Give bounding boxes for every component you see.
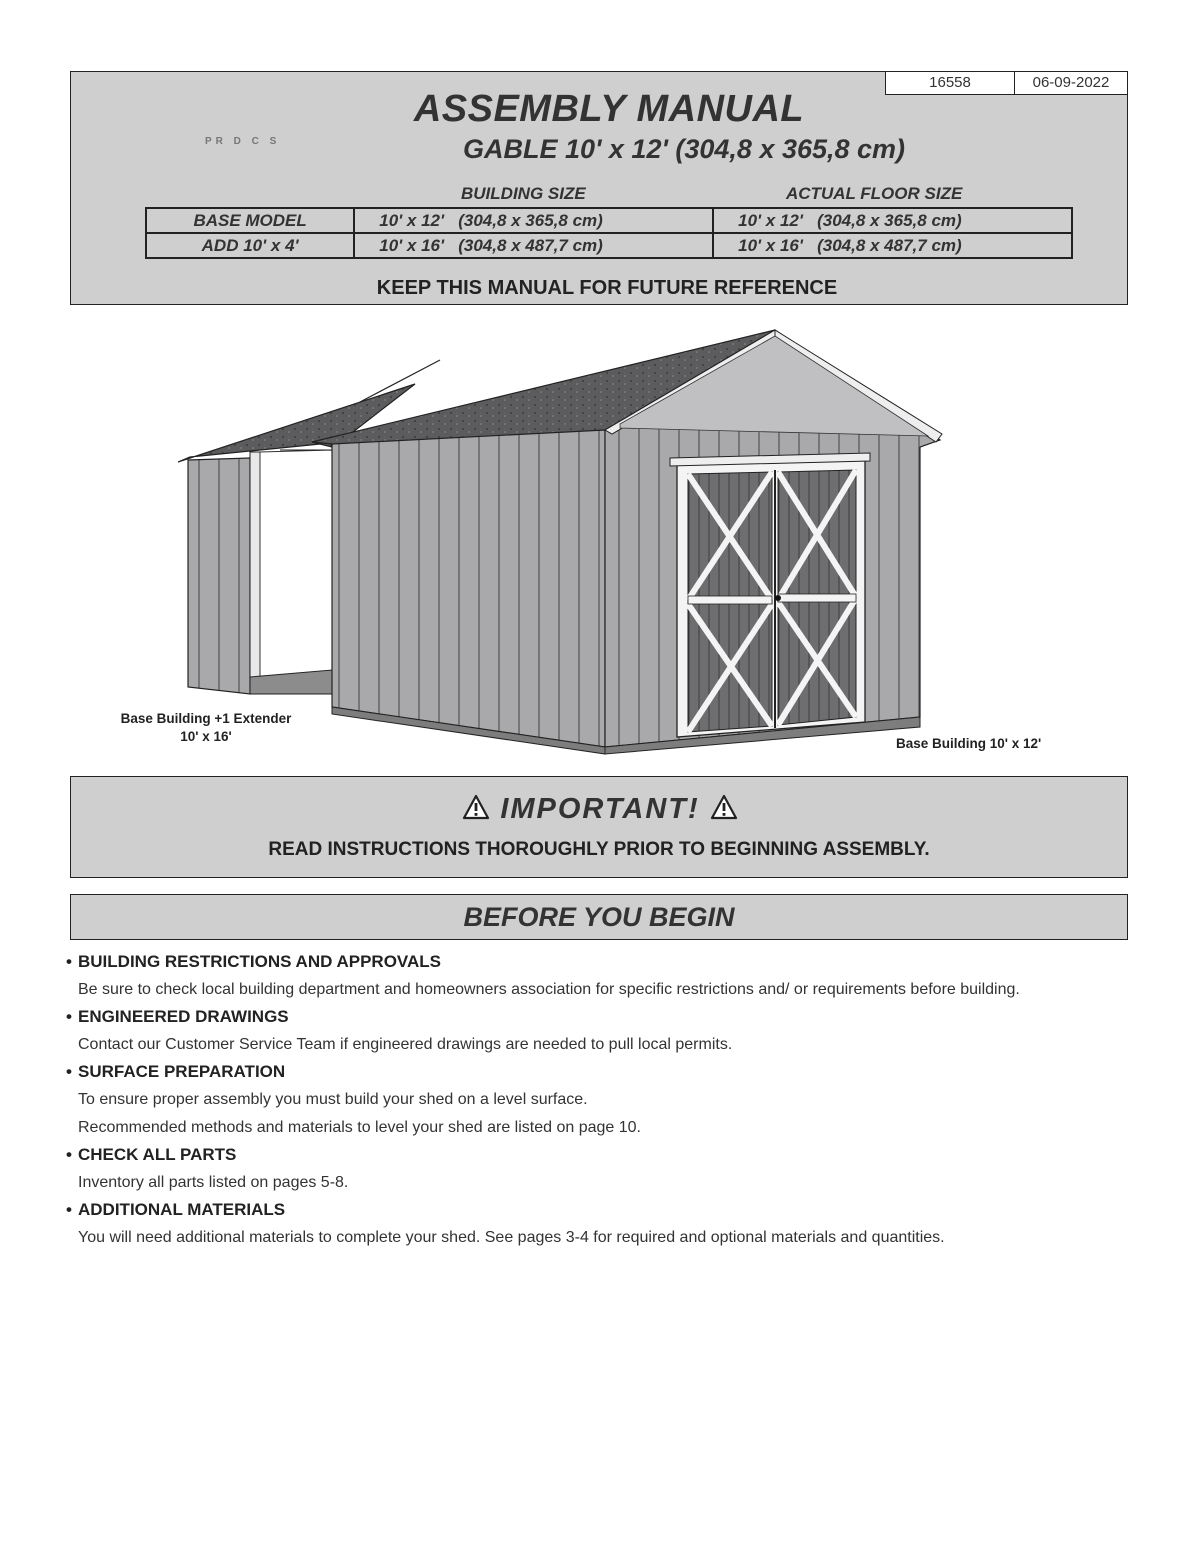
bullet-icon: • — [66, 952, 72, 971]
bullet-icon: • — [66, 1062, 72, 1081]
item-heading: ADDITIONAL MATERIALS — [78, 1200, 286, 1219]
item-heading: ENGINEERED DRAWINGS — [78, 1007, 289, 1026]
item-heading: BUILDING RESTRICTIONS AND APPROVALS — [78, 952, 441, 971]
document-number: 16558 — [886, 72, 1015, 94]
item-heading: SURFACE PREPARATION — [78, 1062, 286, 1081]
important-box — [70, 776, 1128, 878]
bullet-icon: • — [66, 1200, 72, 1219]
size-table — [145, 207, 1073, 259]
important-title-row — [71, 793, 1129, 826]
floor-size-cell: 10' x 16' (304,8 x 487,7 cm) — [713, 233, 1072, 258]
item-heading: CHECK ALL PARTS — [78, 1145, 237, 1164]
list-item — [66, 1060, 1146, 1143]
base-building-caption: Base Building 10' x 12' — [896, 736, 1042, 751]
table-row — [146, 233, 1072, 258]
list-item — [66, 1005, 1146, 1060]
building-size-heading: BUILDING SIZE — [461, 184, 586, 203]
table-row — [146, 208, 1072, 233]
item-text: Contact our Customer Service Team if engineered drawings are needed to pull local permits. — [78, 1036, 733, 1053]
list-item — [66, 1143, 1146, 1198]
bullet-icon: • — [66, 1145, 72, 1164]
extender-caption — [106, 710, 306, 746]
item-text: Be sure to check local building department and homeowners association for specific restrictions and/ or requirements before building. — [78, 981, 1020, 998]
item-text: Recommended methods and materials to level your shed are listed on page 10. — [78, 1119, 641, 1136]
before-you-begin-heading: BEFORE YOU BEGIN — [70, 894, 1128, 940]
warning-icon — [710, 794, 738, 820]
model-cell: ADD 10' x 4' — [146, 233, 354, 258]
floor-size-cell: 10' x 12' (304,8 x 365,8 cm) — [713, 208, 1072, 233]
extender-caption-line2: 10' x 16' — [180, 729, 232, 744]
item-text: Inventory all parts listed on pages 5-8. — [78, 1174, 349, 1191]
building-size-cell: 10' x 12' (304,8 x 365,8 cm) — [354, 208, 713, 233]
document-date: 06-09-2022 — [1032, 74, 1110, 91]
warning-icon — [462, 794, 490, 820]
item-text: You will need additional materials to complete your shed. See pages 3-4 for required and optional materials and quantities. — [78, 1229, 945, 1246]
building-size-cell: 10' x 16' (304,8 x 487,7 cm) — [354, 233, 713, 258]
list-item — [66, 1198, 1146, 1253]
actual-floor-size-heading: ACTUAL FLOOR SIZE — [786, 184, 963, 203]
keep-manual-notice: KEEP THIS MANUAL FOR FUTURE REFERENCE — [376, 277, 838, 299]
double-doors — [670, 453, 870, 737]
manual-title: ASSEMBLY MANUAL — [413, 88, 805, 130]
header-box — [70, 71, 1128, 305]
important-title: IMPORTANT! — [500, 793, 700, 825]
product-mark: PR D C S — [205, 136, 281, 147]
extender-caption-line1: Base Building +1 Extender — [120, 711, 292, 726]
bullet-icon: • — [66, 1007, 72, 1026]
important-subtitle: READ INSTRUCTIONS THOROUGHLY PRIOR TO BEGINNING ASSEMBLY. — [268, 839, 930, 860]
shed-illustration — [100, 322, 1100, 762]
item-text: To ensure proper assembly you must build your shed on a level surface. — [78, 1091, 588, 1108]
model-cell: BASE MODEL — [146, 208, 354, 233]
list-item — [66, 950, 1146, 1005]
before-you-begin-list — [66, 950, 1146, 1253]
manual-subtitle: GABLE 10' x 12' (304,8 x 365,8 cm) — [462, 134, 906, 164]
